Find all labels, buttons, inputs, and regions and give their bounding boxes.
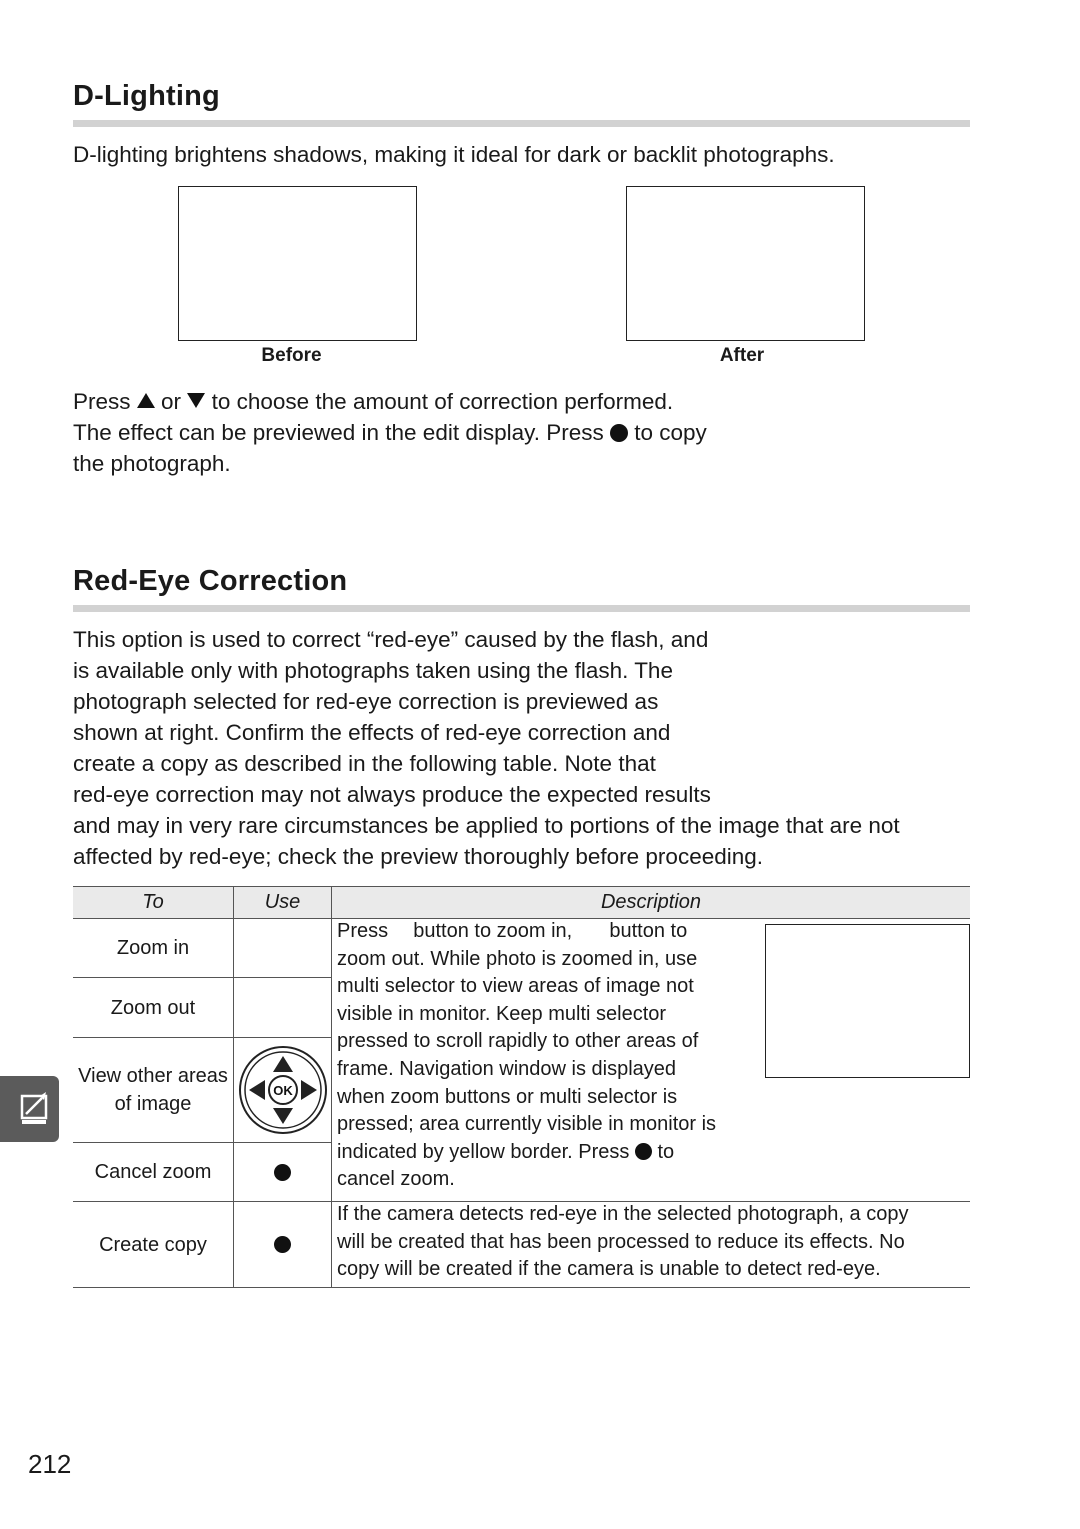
ok-button-icon bbox=[610, 424, 628, 442]
desc-text: Press bbox=[337, 920, 389, 942]
ok-button-icon bbox=[274, 1236, 291, 1253]
row-label: View other areas of image bbox=[78, 1065, 228, 1115]
dlighting-intro: D-lighting brightens shadows, making it ideal for dark or backlit photographs. bbox=[73, 142, 835, 167]
choose-text: to choose the amount of correction performed. bbox=[211, 389, 674, 414]
zoom-description bbox=[337, 918, 757, 1194]
desc-text: button to zoom in, bbox=[413, 920, 573, 942]
desc-text: If the camera detects red-eye in the selected photograph, a copy bbox=[337, 1203, 909, 1225]
table-row: Zoom out bbox=[110, 996, 196, 1019]
dlighting-rule bbox=[73, 120, 970, 127]
ok-button-icon bbox=[635, 1143, 652, 1160]
ok-cell bbox=[234, 1143, 331, 1201]
before-caption: Before bbox=[261, 345, 322, 366]
para-line: red-eye correction may not always produce the expected results bbox=[73, 782, 711, 807]
or-text: or bbox=[161, 389, 182, 414]
copy-description bbox=[337, 1201, 967, 1284]
redeye-heading: Red-Eye Correction bbox=[73, 565, 348, 597]
para-line: is available only with photographs taken using the flash. The bbox=[73, 658, 673, 683]
down-arrow-icon bbox=[187, 393, 205, 408]
after-image bbox=[626, 186, 865, 341]
table-header bbox=[73, 886, 970, 919]
multi-selector-cell bbox=[234, 1038, 331, 1142]
table-row bbox=[73, 1038, 233, 1142]
ok-button-icon bbox=[274, 1164, 291, 1181]
header-use: Use bbox=[264, 891, 301, 913]
para-line: create a copy as described in the following table. Note that bbox=[73, 751, 656, 776]
photograph-text: the photograph. bbox=[73, 451, 231, 476]
desc-text: when zoom buttons or multi selector is bbox=[337, 1085, 678, 1108]
header-description: Description bbox=[600, 891, 702, 913]
para-line: photograph selected for red-eye correction is previewed as bbox=[73, 689, 659, 714]
up-arrow-icon bbox=[137, 393, 155, 408]
preview-image bbox=[765, 924, 970, 1078]
desc-text: pressed; area currently visible in monitor is bbox=[337, 1113, 717, 1136]
dlighting-heading: D-Lighting bbox=[73, 80, 220, 112]
desc-text: pressed to scroll rapidly to other areas of bbox=[337, 1030, 699, 1053]
desc-text: zoom out. While photo is zoomed in, use bbox=[337, 947, 698, 970]
desc-text: visible in monitor. Keep multi selector bbox=[337, 1002, 667, 1025]
desc-text: frame. Navigation window is displayed bbox=[337, 1057, 677, 1080]
redeye-paragraph bbox=[73, 624, 900, 872]
copy-text: to copy bbox=[634, 420, 707, 445]
para-line: This option is used to correct “red-eye” caused by the flash, and bbox=[73, 627, 709, 652]
table-row: Create copy bbox=[99, 1233, 207, 1256]
para-line: and may in very rare circumstances be applied to portions of the image that are not bbox=[73, 813, 900, 838]
ok-label: OK bbox=[272, 1083, 293, 1098]
ok-cell bbox=[234, 1202, 331, 1287]
multi-selector-icon bbox=[237, 1044, 329, 1136]
desc-text: multi selector to view areas of image not bbox=[337, 975, 694, 998]
press-text: Press bbox=[73, 389, 131, 414]
redeye-rule bbox=[73, 605, 970, 612]
after-caption: After bbox=[719, 345, 765, 366]
table-row: Zoom in bbox=[116, 936, 190, 959]
table-divider bbox=[331, 886, 332, 1287]
retouch-icon bbox=[0, 1076, 59, 1142]
header-to: To bbox=[142, 891, 164, 913]
para-line: affected by red-eye; check the preview thoroughly before proceeding. bbox=[73, 844, 764, 869]
table-bottom bbox=[73, 1287, 970, 1288]
desc-text: will be created that has been processed to reduce its effects. No bbox=[337, 1230, 905, 1253]
desc-text: button to bbox=[609, 920, 688, 942]
desc-text: cancel zoom. bbox=[337, 1168, 455, 1191]
dlighting-instructions bbox=[73, 386, 707, 479]
preview-text: The effect can be previewed in the edit display. Press bbox=[73, 420, 604, 445]
before-image bbox=[178, 186, 417, 341]
retouch-menu-tab bbox=[0, 1076, 59, 1142]
para-line: shown at right. Confirm the effects of red-eye correction and bbox=[73, 720, 671, 745]
page-number: 212 bbox=[28, 1449, 72, 1479]
desc-text: to bbox=[657, 1140, 675, 1163]
table-row: Cancel zoom bbox=[94, 1161, 212, 1183]
desc-text: copy will be created if the camera is unable to detect red-eye. bbox=[337, 1258, 881, 1281]
desc-text: indicated by yellow border. Press bbox=[337, 1140, 630, 1163]
